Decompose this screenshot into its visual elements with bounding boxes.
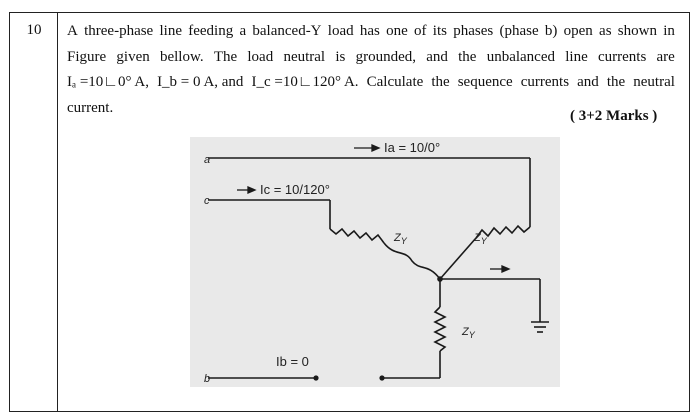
phase-b-label: b bbox=[204, 373, 211, 385]
current-a-label: Ia = 10/0° bbox=[384, 140, 441, 155]
impedance-c-lead bbox=[384, 243, 440, 279]
current-c-label: Ic = 10/120° bbox=[260, 182, 330, 197]
impedance-c-coil bbox=[330, 229, 384, 243]
impedance-b-coil bbox=[435, 307, 445, 351]
marks-label: ( 3+2 Marks ) bbox=[570, 108, 658, 124]
question-number: 10 bbox=[26, 22, 42, 38]
phase-a-label: a bbox=[204, 154, 211, 166]
question-line-1: A three-phase line feeding a balanced-Y load has one of its phases (phase b) open as shown in bbox=[67, 23, 675, 39]
neutral-current-arrowhead bbox=[502, 266, 509, 272]
phase-b-open-terminal bbox=[379, 375, 384, 380]
phase-c-label: c bbox=[204, 195, 210, 207]
circuit-diagram bbox=[190, 137, 560, 387]
impedance-a-lead bbox=[440, 238, 476, 279]
impedance-a-label: $Z_Y$ bbox=[474, 232, 487, 246]
question-line-3: Iₐ =10∟0° A, I_b = 0 A, and I_c =10∟120° A. Calculate the sequence currents and the neutral bbox=[67, 70, 675, 96]
impedance-c-label: $Z_Y$ bbox=[394, 232, 407, 246]
current-ia-value: Iₐ =10∟0° A, bbox=[67, 74, 149, 90]
question-line-2: Figure given bellow. The load neutral is grounded, and the unbalanced line currents are bbox=[67, 48, 675, 65]
question-line-4: current. bbox=[67, 99, 114, 116]
question-number-cell bbox=[10, 13, 58, 411]
impedance-b-label: $Z_Y$ bbox=[462, 326, 475, 340]
question-table bbox=[9, 12, 690, 412]
current-ib-value: I_b = 0 A, and bbox=[157, 74, 244, 90]
current-b-label: Ib = 0 bbox=[276, 354, 309, 369]
circuit-figure bbox=[190, 137, 560, 387]
current-a-arrowhead bbox=[372, 145, 379, 151]
question-text bbox=[67, 19, 675, 121]
neutral-node bbox=[437, 276, 443, 282]
current-c-arrowhead bbox=[248, 187, 255, 193]
phase-b-source-terminal bbox=[313, 375, 318, 380]
current-ic-value: I_c =10∟120° A. bbox=[251, 74, 359, 90]
